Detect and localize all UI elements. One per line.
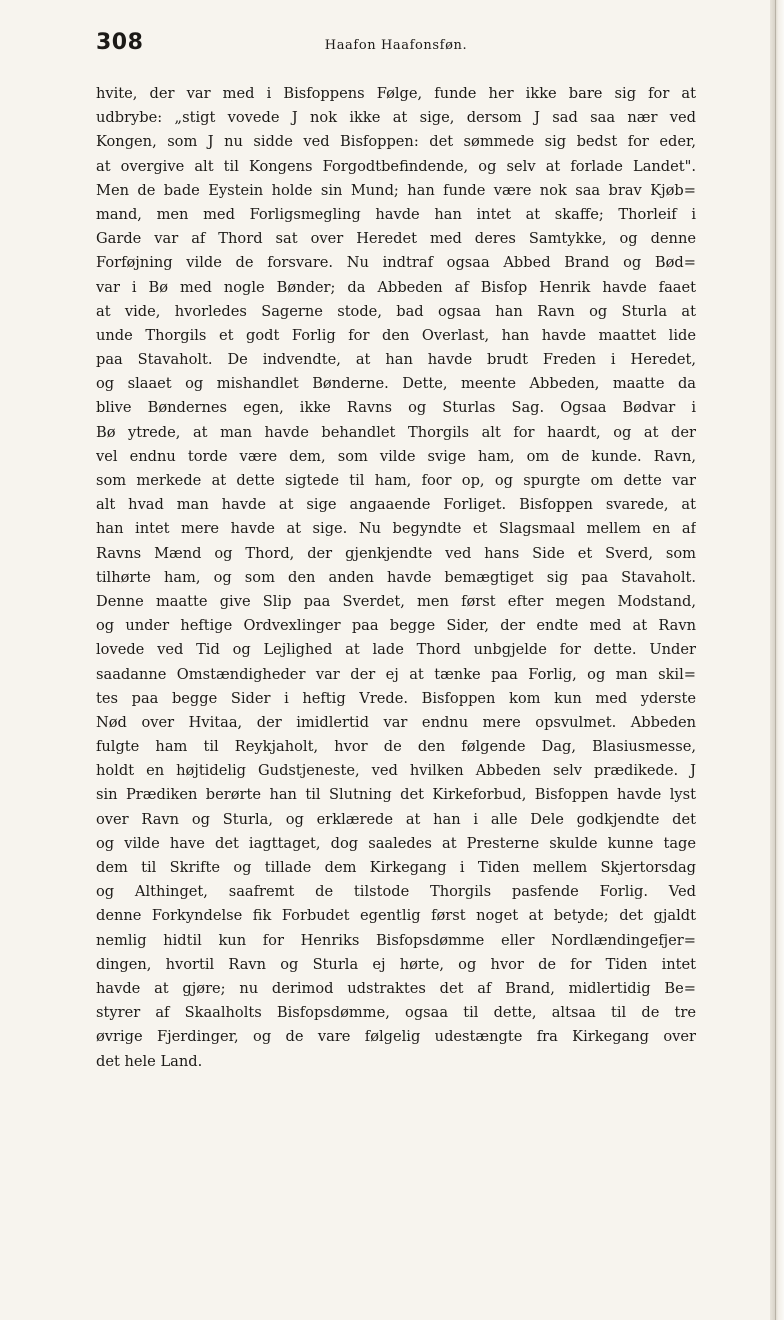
text-line: alt hvad man havde at sige angaaende Forliget. Bisfoppen svarede, at [96, 496, 696, 514]
text-line: tilhørte ham, og som den anden havde bemægtiget sig paa Stavaholt. [96, 568, 696, 586]
text-line: Denne maatte give Slip paa Sverdet, men først efter megen Modstand, [96, 592, 696, 610]
text-line: Forføjning vilde de forsvare. Nu indtraf ogsaa Abbed Brand og Bød= [96, 254, 696, 272]
page-edge [770, 0, 784, 1320]
page-edge-line [775, 0, 776, 1320]
text-line: som merkede at dette sigtede til ham, foor op, og spurgte om dette var [96, 472, 696, 489]
text-line: blive Bøndernes egen, ikke Ravns og Sturlas Sag. Ogsaa Bødvar i [96, 399, 696, 417]
text-line: paa Stavaholt. De indvendte, at han havde brudt Freden i Heredet, [96, 351, 696, 369]
text-line: Kongen, som J nu sidde ved Bisfoppen: det sømmede sig bedst for eder, [96, 133, 696, 151]
text-line: var i Bø med nogle Bønder; da Abbeden af Bisfop Henrik havde faaet [96, 278, 696, 296]
text-line: Garde var af Thord sat over Heredet med deres Samtykke, og denne [96, 230, 696, 248]
text-line: over Ravn og Sturla, og erklærede at han i alle Dele godkjendte det [96, 810, 696, 828]
text-line: Bø ytrede, at man havde behandlet Thorgils alt for haardt, og at der [96, 423, 696, 441]
text-line: og under heftige Ordvexlinger paa begge Sider, der endte med at Ravn [96, 617, 696, 635]
text-line: saadanne Omstændigheder var der ej at tænke paa Forlig, og man skil= [96, 665, 696, 683]
page-header [96, 30, 696, 64]
text-line: sin Prædiken berørte han til Slutning det Kirkeforbud, Bisfoppen havde lyst [96, 786, 696, 804]
text-line: mand, men med Forligsmegling havde han intet at skaffe; Thorleif i [96, 205, 696, 223]
text-line: nemlig hidtil kun for Henriks Bisfopsdømme eller Nordlændingefjer= [96, 931, 696, 949]
text-line: og slaaet og mishandlet Bønderne. Dette, meente Abbeden, maatte da [96, 375, 696, 393]
text-line: dingen, hvortil Ravn og Sturla ej hørte, og hvor de for Tiden intet [96, 955, 696, 973]
text-line: holdt en højtidelig Gudstjeneste, ved hvilken Abbeden selv prædikede. J [96, 762, 696, 780]
running-title: Haafon Haafonsføn. [324, 38, 468, 53]
text-line: havde at gjøre; nu derimod udstraktes det af Brand, midlertidig Be= [96, 979, 696, 997]
text-line: unde Thorgils et godt Forlig for den Overlast, han havde maattet lide [96, 326, 696, 344]
text-line: styrer af Skaalholts Bisfopsdømme, ogsaa til dette, altsaa til de tre [96, 1004, 696, 1022]
text-line: øvrige Fjerdinger, og de vare følgelig udestængte fra Kirkegang over [96, 1028, 696, 1046]
text-line: Nød over Hvitaa, der imidlertid var endnu mere opsvulmet. Abbeden [96, 713, 696, 731]
text-line: fulgte ham til Reykjaholt, hvor de den følgende Dag, Blasiusmesse, [96, 738, 696, 756]
text-line: at overgive alt til Kongens Forgodtbefindende, og selv at forlade Landet". [96, 157, 696, 175]
text-line: udbrybe: „stigt vovede J nok ikke at sige, dersom J sad saa nær ved [96, 109, 696, 127]
text-line: Ravns Mænd og Thord, der gjenkjendte ved hans Side et Sverd, som [96, 544, 696, 562]
page-number: 308 [96, 30, 144, 55]
text-line: Men de bade Eystein holde sin Mund; han funde være nok saa brav Kjøb= [96, 181, 696, 199]
text-line: hvite, der var med i Bisfoppens Følge, funde her ikke bare sig for at [96, 85, 696, 102]
text-line: at vide, hvorledes Sagerne stode, bad ogsaa han Ravn og Sturla at [96, 302, 696, 320]
body-text [96, 82, 696, 1074]
text-line: han intet mere havde at sige. Nu begyndte et Slagsmaal mellem en af [96, 520, 696, 538]
text-line: det hele Land. [96, 1052, 203, 1070]
text-line: lovede ved Tid og Lejlighed at lade Thord unbgjelde for dette. Under [96, 641, 696, 659]
text-line: tes paa begge Sider i heftig Vrede. Bisfoppen kom kun med yderste [96, 689, 696, 707]
text-line: dem til Skrifte og tillade dem Kirkegang i Tiden mellem Skjertorsdag [96, 859, 696, 876]
text-line: og Althinget, saafremt de tilstode Thorgils pasfende Forlig. Ved [96, 883, 696, 901]
text-line: og vilde have det iagttaget, dog saaledes at Presterne skulde kunne tage [96, 834, 696, 852]
text-line: vel endnu torde være dem, som vilde svige ham, om de kunde. Ravn, [96, 447, 696, 465]
text-line: denne Forkyndelse fik Forbudet egentlig først noget at betyde; det gjaldt [96, 907, 696, 925]
